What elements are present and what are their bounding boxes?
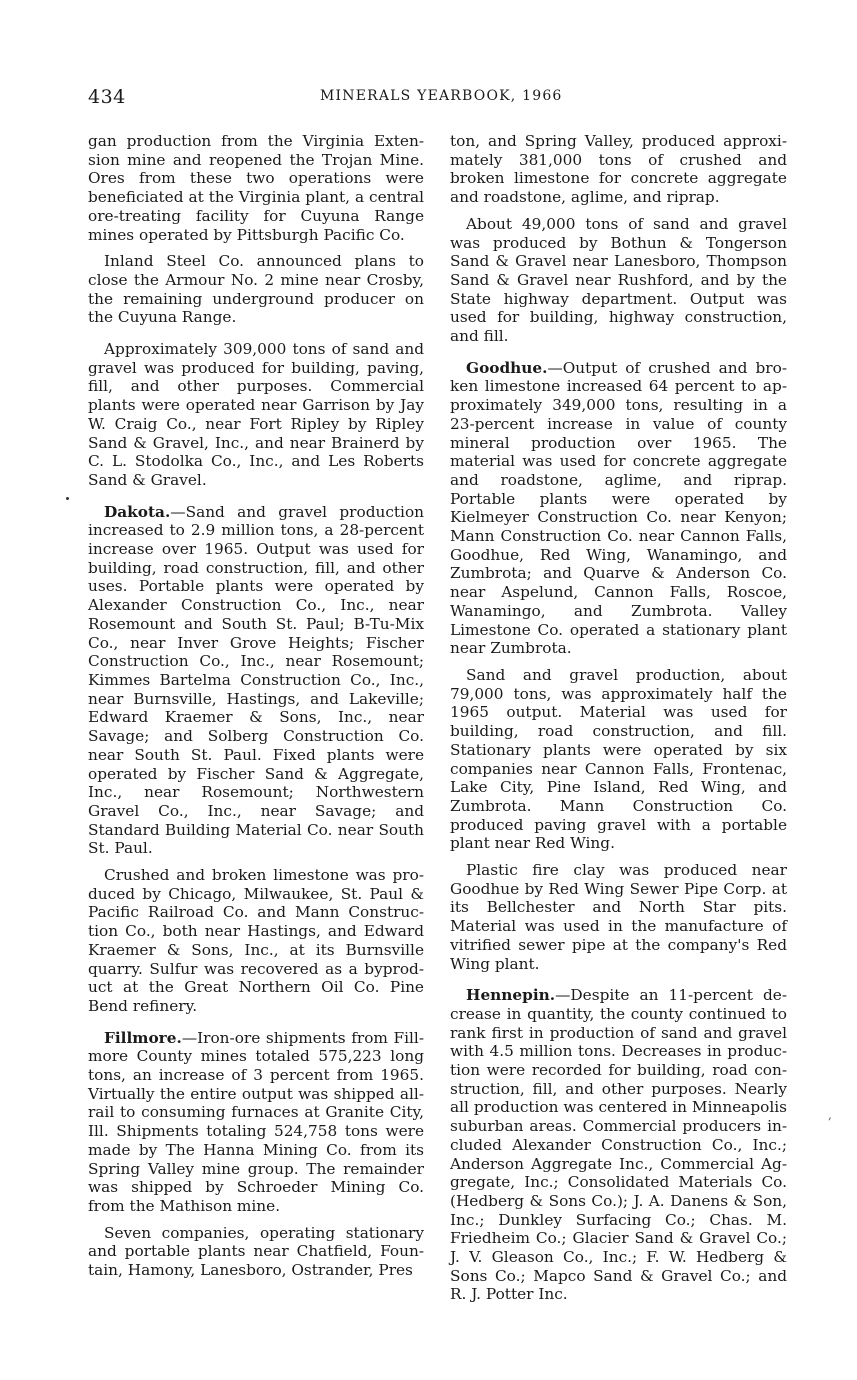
paragraph-fire-clay: Plastic fire clay was produced near Goodhue by Red Wing Sewer Pipe Corp. at its Bellchester and North Star pits. Material was used in the manufacture of vitrified sewer pipe at the company's Red Wing plant. [450, 861, 787, 973]
paragraph-crushed-limestone-dakota: Crushed and broken limestone was produced by Chicago, Milwaukee, St. Paul & Pacific Railroad Co. and Mann Construction Co., both near Hastings, and Edward Kraemer & Sons, Inc., at its Burnsville quarry. Sulfur was recovered as a byproduct at the Great Northern Oil Co. Pine Bend refinery. [88, 866, 424, 1015]
dakota-body: —Sand and gravel production increased to 2.9 million tons, a 28-percent increase over 1965. Output was used for building, road construction, fill, and other uses. Portable plants were operated by Alexander Construction Co., Inc., near Rosemount and South St. Paul; B-Tu-Mix Co., near Inver Grove Heights; Fischer Construction Co., Inc., near Rosemount; Kimmes Bartelma Construction Co., Inc., near Burnsville, Hastings, and Lakeville; Edward Kraemer & Sons, Inc., near Savage; and Solberg Construction Co. near South St. Paul. Fixed plants were operated by Fischer Sand & Aggregate, Inc., near Rosemount; Northwestern Gravel Co., Inc., near Savage; and Standard Building Material Co. near South St. Paul. [88, 502, 424, 858]
county-heading-dakota: Dakota. [104, 502, 171, 521]
paragraph-sand-gravel-goodhue: Sand and gravel production, about 79,000 tons, was approximately half the 1965 output. Material was used for building, road construction, and fill. Stationary plants were operated by six companies near Cannon Falls, Frontenac, Lake City, Pine Island, Red Wing, and Zumbrota. Mann Construction Co. produced paving gravel with a portable plant near Red Wing. [450, 665, 787, 853]
right-column [450, 132, 787, 1312]
paragraph-dakota [88, 503, 424, 858]
paragraph-sand-gravel-fillmore: About 49,000 tons of sand and gravel was produced by Bothun & Tongerson Sand & Gravel near Lanesboro, Thompson Sand & Gravel near Rushford, and by the State highway department. Output was used for building, highway construction, and fill. [450, 214, 787, 346]
county-heading-goodhue: Goodhue. [466, 358, 548, 377]
paragraph-virginia-extension: gan production from the Virginia Extension mine and reopened the Trojan Mine. Ores from these two operations were beneficiated at the Virginia plant, a central ore-treating facility for Cuyuna Range mines operated by Pittsburgh Pacific Co. [88, 132, 424, 244]
paragraph-fillmore [88, 1029, 424, 1216]
paragraph-inland-steel: Inland Steel Co. announced plans to close the Armour No. 2 mine near Crosby, the remaining underground producer on the Cuyuna Range. [88, 252, 424, 327]
left-column [88, 132, 424, 1288]
running-title: MINERALS YEARBOOK, 1966 [320, 88, 563, 104]
paragraph-seven-companies: Seven companies, operating stationary and portable plants near Chatfield, Fountain, Hamony, Lanesboro, Ostrander, Pres [88, 1223, 424, 1280]
goodhue-body: —Output of crushed and broken limestone increased 64 percent to approximately 349,000 tons, resulting in a 23-percent increase in value of county mineral production over 1965. The material was used for concrete aggregate and roadstone, aglime, and riprap. Portable plants were operated by Kielmeyer Construction Co. near Kenyon; Mann Construction Co. near Cannon Falls, Goodhue, Red Wing, Wanamingo, and Zumbrota; and Quarve & Anderson Co. near Aspelund, Cannon Falls, Roscoe, Wanamingo, and Zumbrota. Valley Limestone Co. operated a stationary plant near Zumbrota. [450, 358, 787, 658]
fillmore-body: —Iron-ore shipments from Fillmore County mines totaled 575,223 long tons, an increase of 3 percent from 1965. Virtually the entire output was shipped all-rail to consuming furnaces at Granite City, Ill. Shipments totaling 524,758 tons were made by The Hanna Mining Co. from its Spring Valley mine group. The remainder was shipped by Schroeder Mining Co. from the Mathison mine. [88, 1028, 424, 1215]
page-number: 434 [88, 86, 126, 108]
hennepin-body: —Despite an 11-percent decrease in quantity, the county continued to rank first in production of sand and gravel with 4.5 million tons. Decreases in production were recorded for building, road construction, fill, and other purposes. Nearly all production was centered in Minneapolis suburban areas. Commercial producers included Alexander Construction Co., Inc.; Anderson Aggregate Inc., Commercial Aggregate, Inc.; Consolidated Materials Co. (Hedberg & Sons Co.); J. A. Danens & Son, Inc.; Dunkley Surfacing Co.; Chas. M. Friedheim Co.; Glacier Sand & Gravel Co.; J. V. Gleason Co., Inc.; F. W. Hedberg & Sons Co.; Mapco Sand & Gravel Co.; and R. J. Potter Inc. [450, 986, 787, 1304]
county-heading-hennepin: Hennepin. [466, 986, 556, 1005]
paragraph-goodhue [450, 359, 787, 658]
paragraph-hennepin [450, 986, 787, 1304]
scan-mark: , [828, 1108, 832, 1122]
scan-speck [66, 497, 69, 500]
paragraph-sand-gravel-crow-wing: Approximately 309,000 tons of sand and gravel was produced for building, paving, fill, and other purposes. Commercial plants were operated near Garrison by Jay W. Craig Co., near Fort Ripley by Ripley Sand & Gravel, Inc., and near Brainerd by C. L. Stodolka Co., Inc., and Les Roberts Sand & Gravel. [88, 340, 424, 489]
county-heading-fillmore: Fillmore. [104, 1028, 182, 1047]
paragraph-spring-valley: ton, and Spring Valley, produced approximately 381,000 tons of crushed and broken limestone for concrete aggregate and roadstone, aglime, and riprap. [450, 132, 787, 207]
